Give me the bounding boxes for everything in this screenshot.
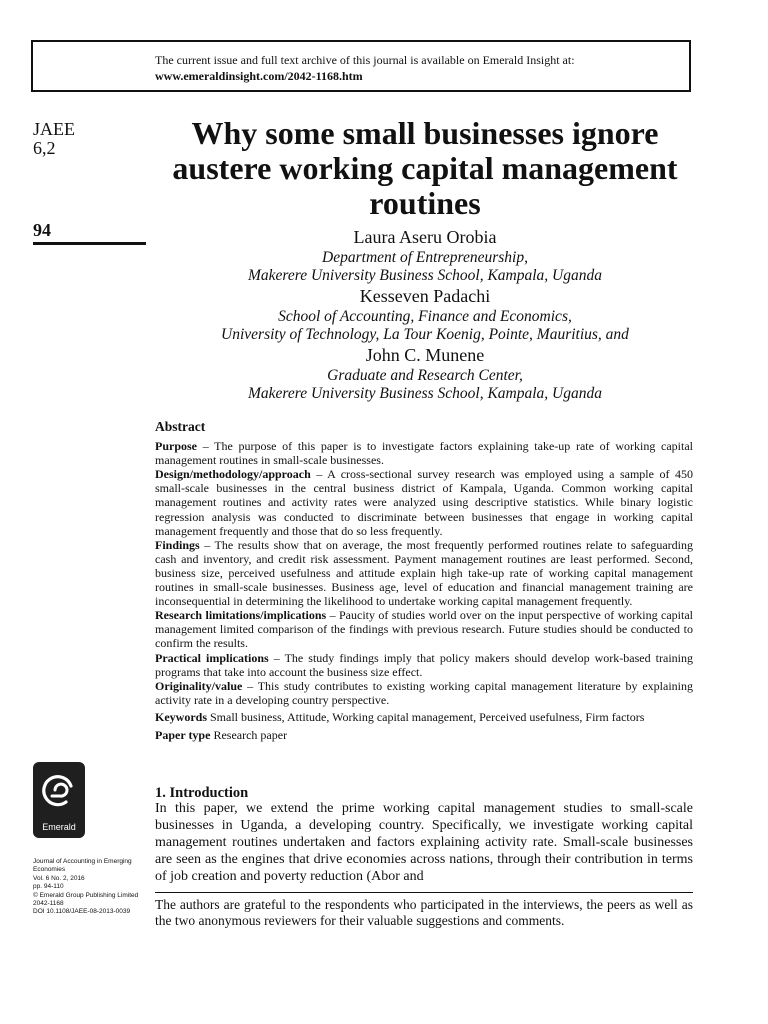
meta-line: Economies xyxy=(33,866,66,874)
abstract-design xyxy=(155,467,693,537)
practical-text: – The study findings imply that policy makers should develop work-based training programs that take into account the business size effect. xyxy=(155,650,693,679)
abstract-originality xyxy=(155,679,693,707)
abstract-heading: Abstract xyxy=(155,419,206,434)
author-name: Kesseven Padachi xyxy=(359,286,491,306)
article-title: Why some small businesses ignore austere working capital management routines xyxy=(172,115,678,221)
purpose-text: – The purpose of this paper is to investigate factors explaining take-up rate of working capital management routines in small-scale businesses. xyxy=(155,439,693,468)
introduction-body: In this paper, we extend the prime working capital management studies to small-scale businesses in Uganda, a developing country. Specifically, we investigate working capital management routines undertaken and factors explaining activity rate. Small-scale businesses are seen as the engines that drive economies across nations, through their contribution in terms of job creation and poverty reduction (Abor and xyxy=(155,801,693,884)
author-block xyxy=(155,226,695,403)
meta-line: Vol. 6 No. 2, 2016 xyxy=(33,874,85,882)
meta-doi[interactable]: DOI 10.1108/JAEE-08-2013-0039 xyxy=(33,908,131,916)
abstract-practical xyxy=(155,651,693,679)
author-affiliation: Graduate and Research Center, xyxy=(327,367,523,384)
journal-abbrev: JAEE xyxy=(33,119,75,139)
practical-label: Practical implications xyxy=(155,650,269,665)
abstract xyxy=(155,420,693,743)
footnote-divider xyxy=(155,892,693,893)
keywords-label: Keywords xyxy=(155,709,207,724)
volume-issue: 6,2 xyxy=(33,138,56,158)
paper-type-label: Paper type xyxy=(155,727,211,742)
author-name: Laura Aseru Orobia xyxy=(353,227,497,247)
abstract-findings xyxy=(155,538,693,608)
abstract-limitations xyxy=(155,608,693,650)
author-affiliation: Department of Entrepreneurship, xyxy=(322,249,528,266)
emerald-logo-label: Emerald xyxy=(42,822,76,832)
journal-metadata xyxy=(33,858,151,917)
availability-text: The current issue and full text archive of this journal is available on Emerald Insight at: xyxy=(155,53,575,67)
introduction-heading: 1. Introduction xyxy=(155,785,249,801)
meta-line: pp. 94-110 xyxy=(33,883,64,891)
journal-code xyxy=(33,120,75,158)
page-number-rule xyxy=(33,242,146,245)
journal-url[interactable]: www.emeraldinsight.com/2042-1168.htm xyxy=(155,69,363,83)
paper-type-text: Research paper xyxy=(210,727,288,742)
acknowledgement-footnote: The authors are grateful to the respondents who participated in the interviews, the peers as well as the two anonymous reviewers for their valuable suggestions and comments. xyxy=(155,897,693,928)
author-affiliation: Makerere University Business School, Kampala, Uganda xyxy=(247,385,602,402)
abstract-paper-type xyxy=(155,727,693,743)
abstract-purpose xyxy=(155,439,693,467)
purpose-label: Purpose xyxy=(155,439,197,454)
journal-availability-box xyxy=(31,40,691,92)
limitations-label: Research limitations/implications xyxy=(155,608,327,623)
author-affiliation: University of Technology, La Tour Koenig, Pointe, Mauritius, and xyxy=(221,326,629,343)
design-label: Design/methodology/approach xyxy=(155,467,311,482)
originality-text: – This study contributes to existing working capital management literature by explaining activity rate in a developing country perspective. xyxy=(155,678,693,707)
author-affiliation: Makerere University Business School, Kampala, Uganda xyxy=(247,267,602,284)
author-name: John C. Munene xyxy=(365,345,485,365)
page-number: 94 xyxy=(33,220,51,240)
limitations-text: – Paucity of studies world over on the input perspective of working capital management limited comparison of the findings with previous research. Future studies should be conducted to confirm the results. xyxy=(155,608,693,651)
meta-line: Journal of Accounting in Emerging xyxy=(33,858,132,865)
meta-line: 2042-1168 xyxy=(33,900,64,908)
author-affiliation: School of Accounting, Finance and Economics, xyxy=(278,308,572,325)
emerald-logo xyxy=(33,762,85,838)
abstract-keywords xyxy=(155,709,693,725)
meta-line: © Emerald Group Publishing Limited xyxy=(33,891,139,899)
originality-label: Originality/value xyxy=(155,678,243,693)
emerald-logo-icon xyxy=(41,772,77,814)
design-text: – A cross-sectional survey research was employed using a sample of 450 small-scale businesses in the central business district of Kampala, Uganda. Common working capital management routines and activity rates were analyzed using descriptive statistics. While binary logistic regression analysis was conducted to discriminate between businesses that engage in working capital management frequently and those that do so less frequently. xyxy=(155,467,693,538)
keywords-text: Small business, Attitude, Working capital management, Perceived usefulness, Firm factors xyxy=(207,709,645,724)
findings-text: – The results show that on average, the most frequently performed routines relate to safeguarding cash and inventory, and credit risk assessment. Payment management routines are least performed. Second, business size, perceived usefulness and attitude explain high take-up rate of working capital management routines in small-scale businesses. Business age, level of education and financial management training are inconsequential in determining the likelihood to undertake working capital management frequently. xyxy=(155,537,693,609)
findings-label: Findings xyxy=(155,537,200,552)
